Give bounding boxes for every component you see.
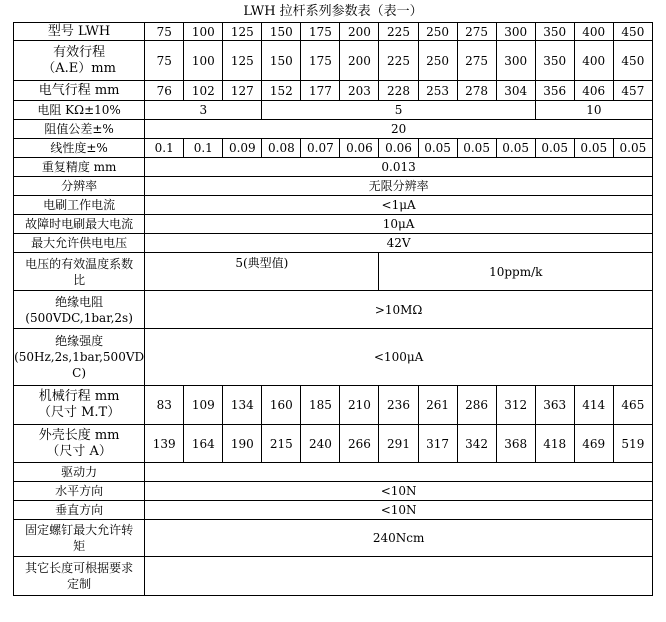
value-cell: <10N — [145, 501, 653, 520]
model-cell: 300 — [496, 23, 535, 41]
value-cell: 278 — [457, 81, 496, 101]
table-row-electrical-stroke — [14, 81, 653, 101]
value-cell: 342 — [457, 425, 496, 463]
value-cell: 无限分辨率 — [145, 177, 653, 196]
value-cell: 10μA — [145, 215, 653, 234]
value-cell — [145, 557, 653, 596]
table-row-horizontal — [14, 482, 653, 501]
value-cell: 190 — [223, 425, 262, 463]
row-label-linearity: 线性度±% — [14, 139, 145, 158]
table-row-resistance — [14, 101, 653, 120]
table-row-resolution — [14, 177, 653, 196]
value-cell: 0.05 — [418, 139, 457, 158]
model-cell: 225 — [379, 23, 418, 41]
row-label-line: 电压的有效温度系数 — [25, 256, 134, 271]
value-cell: <1μA — [145, 196, 653, 215]
table-row-max-voltage — [14, 234, 653, 253]
value-cell: 406 — [574, 81, 613, 101]
table-row-tolerance — [14, 120, 653, 139]
value-cell: 0.06 — [379, 139, 418, 158]
value-cell: 0.08 — [262, 139, 301, 158]
model-cell: 275 — [457, 23, 496, 41]
value-cell: 134 — [223, 386, 262, 425]
row-label-line: (50Hz,2s,1bar,500VD — [14, 350, 145, 364]
table-row-linearity — [14, 139, 653, 158]
table-row-stroke — [14, 41, 653, 81]
model-cell: 400 — [574, 23, 613, 41]
value-cell: 200 — [340, 41, 379, 81]
value-cell — [145, 463, 653, 482]
row-label-line: 外壳长度 mm — [38, 427, 120, 443]
value-cell: 363 — [535, 386, 574, 425]
value-cell: 253 — [418, 81, 457, 101]
row-label-line: （尺寸 M.T） — [37, 405, 121, 420]
row-label-mechanical-stroke — [14, 386, 145, 425]
value-cell: 291 — [379, 425, 418, 463]
value-cell: 160 — [262, 386, 301, 425]
value-cell: 465 — [613, 386, 652, 425]
value-cell: 450 — [613, 41, 652, 81]
value-cell: 414 — [574, 386, 613, 425]
row-label-line: 矩 — [73, 539, 86, 553]
row-label-line: (500VDC,1bar,2s) — [25, 310, 133, 325]
value-cell: 10ppm/k — [379, 253, 653, 291]
value-cell: 300 — [496, 41, 535, 81]
value-cell: 210 — [340, 386, 379, 425]
value-cell: 42V — [145, 234, 653, 253]
row-label-horizontal: 水平方向 — [14, 482, 145, 501]
row-label-line: （A.E）mm — [42, 60, 116, 76]
value-cell: 236 — [379, 386, 418, 425]
value-cell: 0.05 — [496, 139, 535, 158]
table-row-fault-current — [14, 215, 653, 234]
model-cell: 75 — [145, 23, 184, 41]
table-row-model — [14, 23, 653, 41]
value-cell: 368 — [496, 425, 535, 463]
row-label-drive-force: 驱动力 — [14, 463, 145, 482]
value-cell: 0.05 — [535, 139, 574, 158]
table-row-vertical — [14, 501, 653, 520]
value-cell: 240Ncm — [145, 520, 653, 557]
row-label-vertical: 垂直方向 — [14, 501, 145, 520]
row-label-fault-current: 故障时电刷最大电流 — [14, 215, 145, 234]
value-cell: 152 — [262, 81, 301, 101]
value-cell: 5(典型值) — [145, 253, 379, 291]
table-row-wiper-current — [14, 196, 653, 215]
value-cell: 102 — [184, 81, 223, 101]
row-label-resolution: 分辨率 — [14, 177, 145, 196]
table-row-insulation-strength — [14, 329, 653, 386]
row-label-line: 固定螺钉最大允许转 — [25, 523, 134, 537]
row-label-line: 绝缘强度 — [55, 334, 104, 348]
value-cell: 261 — [418, 386, 457, 425]
table-row-drive-force — [14, 463, 653, 482]
value-cell: 185 — [301, 386, 340, 425]
value-cell: 0.1 — [145, 139, 184, 158]
value-cell: 3 — [145, 101, 262, 120]
value-cell: 225 — [379, 41, 418, 81]
value-cell: 100 — [184, 41, 223, 81]
model-cell: 150 — [262, 23, 301, 41]
value-cell: 312 — [496, 386, 535, 425]
value-cell: 317 — [418, 425, 457, 463]
value-cell: <100μA — [145, 329, 653, 386]
table-title: LWH 拉杆系列参数表（表一） — [243, 4, 423, 19]
row-label-wiper-current: 电刷工作电流 — [14, 196, 145, 215]
table-row-insulation-resistance — [14, 291, 653, 329]
value-cell: 275 — [457, 41, 496, 81]
row-label-repeatability: 重复精度 mm — [14, 158, 145, 177]
table-row-other-lengths — [14, 557, 653, 596]
value-cell: 10 — [535, 101, 652, 120]
value-cell: 228 — [379, 81, 418, 101]
row-label-other-lengths — [14, 557, 145, 596]
value-cell: 83 — [145, 386, 184, 425]
row-label-line: 比 — [73, 272, 86, 287]
row-label-line: （尺寸 A） — [46, 443, 112, 459]
value-cell: 457 — [613, 81, 652, 101]
model-cell: 175 — [301, 23, 340, 41]
value-cell: 150 — [262, 41, 301, 81]
row-label-torque — [14, 520, 145, 557]
value-cell: 175 — [301, 41, 340, 81]
value-cell: 109 — [184, 386, 223, 425]
row-label-line: 其它长度可根据要求 — [25, 561, 134, 575]
value-cell: <10N — [145, 482, 653, 501]
row-label-line: 机械行程 mm — [38, 389, 120, 404]
row-label-electrical-stroke: 电气行程 mm — [14, 81, 145, 101]
row-label-line: 绝缘电阻 — [55, 294, 104, 309]
table-row-repeatability — [14, 158, 653, 177]
model-cell: 450 — [613, 23, 652, 41]
row-label-line: C) — [72, 366, 87, 380]
model-cell: 100 — [184, 23, 223, 41]
row-label-resistance: 电阻 KΩ±10% — [14, 101, 145, 120]
value-cell: >10MΩ — [145, 291, 653, 329]
value-cell: 125 — [223, 41, 262, 81]
row-label-max-voltage: 最大允许供电电压 — [14, 234, 145, 253]
value-cell: 215 — [262, 425, 301, 463]
value-cell: 76 — [145, 81, 184, 101]
value-cell: 304 — [496, 81, 535, 101]
value-cell: 418 — [535, 425, 574, 463]
value-cell: 0.013 — [145, 158, 653, 177]
value-cell: 266 — [340, 425, 379, 463]
value-cell: 0.05 — [574, 139, 613, 158]
row-label-line: 定制 — [67, 577, 92, 591]
parameter-table — [13, 22, 653, 596]
table-row-temp-coefficient — [14, 253, 653, 291]
model-cell: 200 — [340, 23, 379, 41]
row-label-line: 有效行程 — [53, 44, 106, 60]
value-cell: 250 — [418, 41, 457, 81]
value-cell: 5 — [262, 101, 535, 120]
value-cell: 139 — [145, 425, 184, 463]
row-label-stroke — [14, 41, 145, 81]
value-cell: 286 — [457, 386, 496, 425]
value-cell: 127 — [223, 81, 262, 101]
value-cell: 400 — [574, 41, 613, 81]
value-cell: 519 — [613, 425, 652, 463]
value-cell: 177 — [301, 81, 340, 101]
row-label-model: 型号 LWH — [14, 23, 145, 41]
model-cell: 250 — [418, 23, 457, 41]
value-cell: 0.1 — [184, 139, 223, 158]
model-cell: 350 — [535, 23, 574, 41]
value-cell: 75 — [145, 41, 184, 81]
table-row-housing-length — [14, 425, 653, 463]
row-label-temp-coefficient — [14, 253, 145, 291]
table-row-mechanical-stroke — [14, 386, 653, 425]
value-cell: 0.09 — [223, 139, 262, 158]
row-label-insulation-strength — [14, 329, 145, 386]
value-cell: 0.06 — [340, 139, 379, 158]
value-cell: 356 — [535, 81, 574, 101]
value-cell: 203 — [340, 81, 379, 101]
table-row-torque — [14, 520, 653, 557]
value-cell: 20 — [145, 120, 653, 139]
row-label-tolerance: 阻值公差±% — [14, 120, 145, 139]
row-label-housing-length — [14, 425, 145, 463]
value-cell: 240 — [301, 425, 340, 463]
value-cell: 0.05 — [613, 139, 652, 158]
value-cell: 469 — [574, 425, 613, 463]
value-cell: 0.07 — [301, 139, 340, 158]
value-cell: 350 — [535, 41, 574, 81]
value-cell: 164 — [184, 425, 223, 463]
model-cell: 125 — [223, 23, 262, 41]
value-cell: 0.05 — [457, 139, 496, 158]
row-label-insulation-resistance — [14, 291, 145, 329]
